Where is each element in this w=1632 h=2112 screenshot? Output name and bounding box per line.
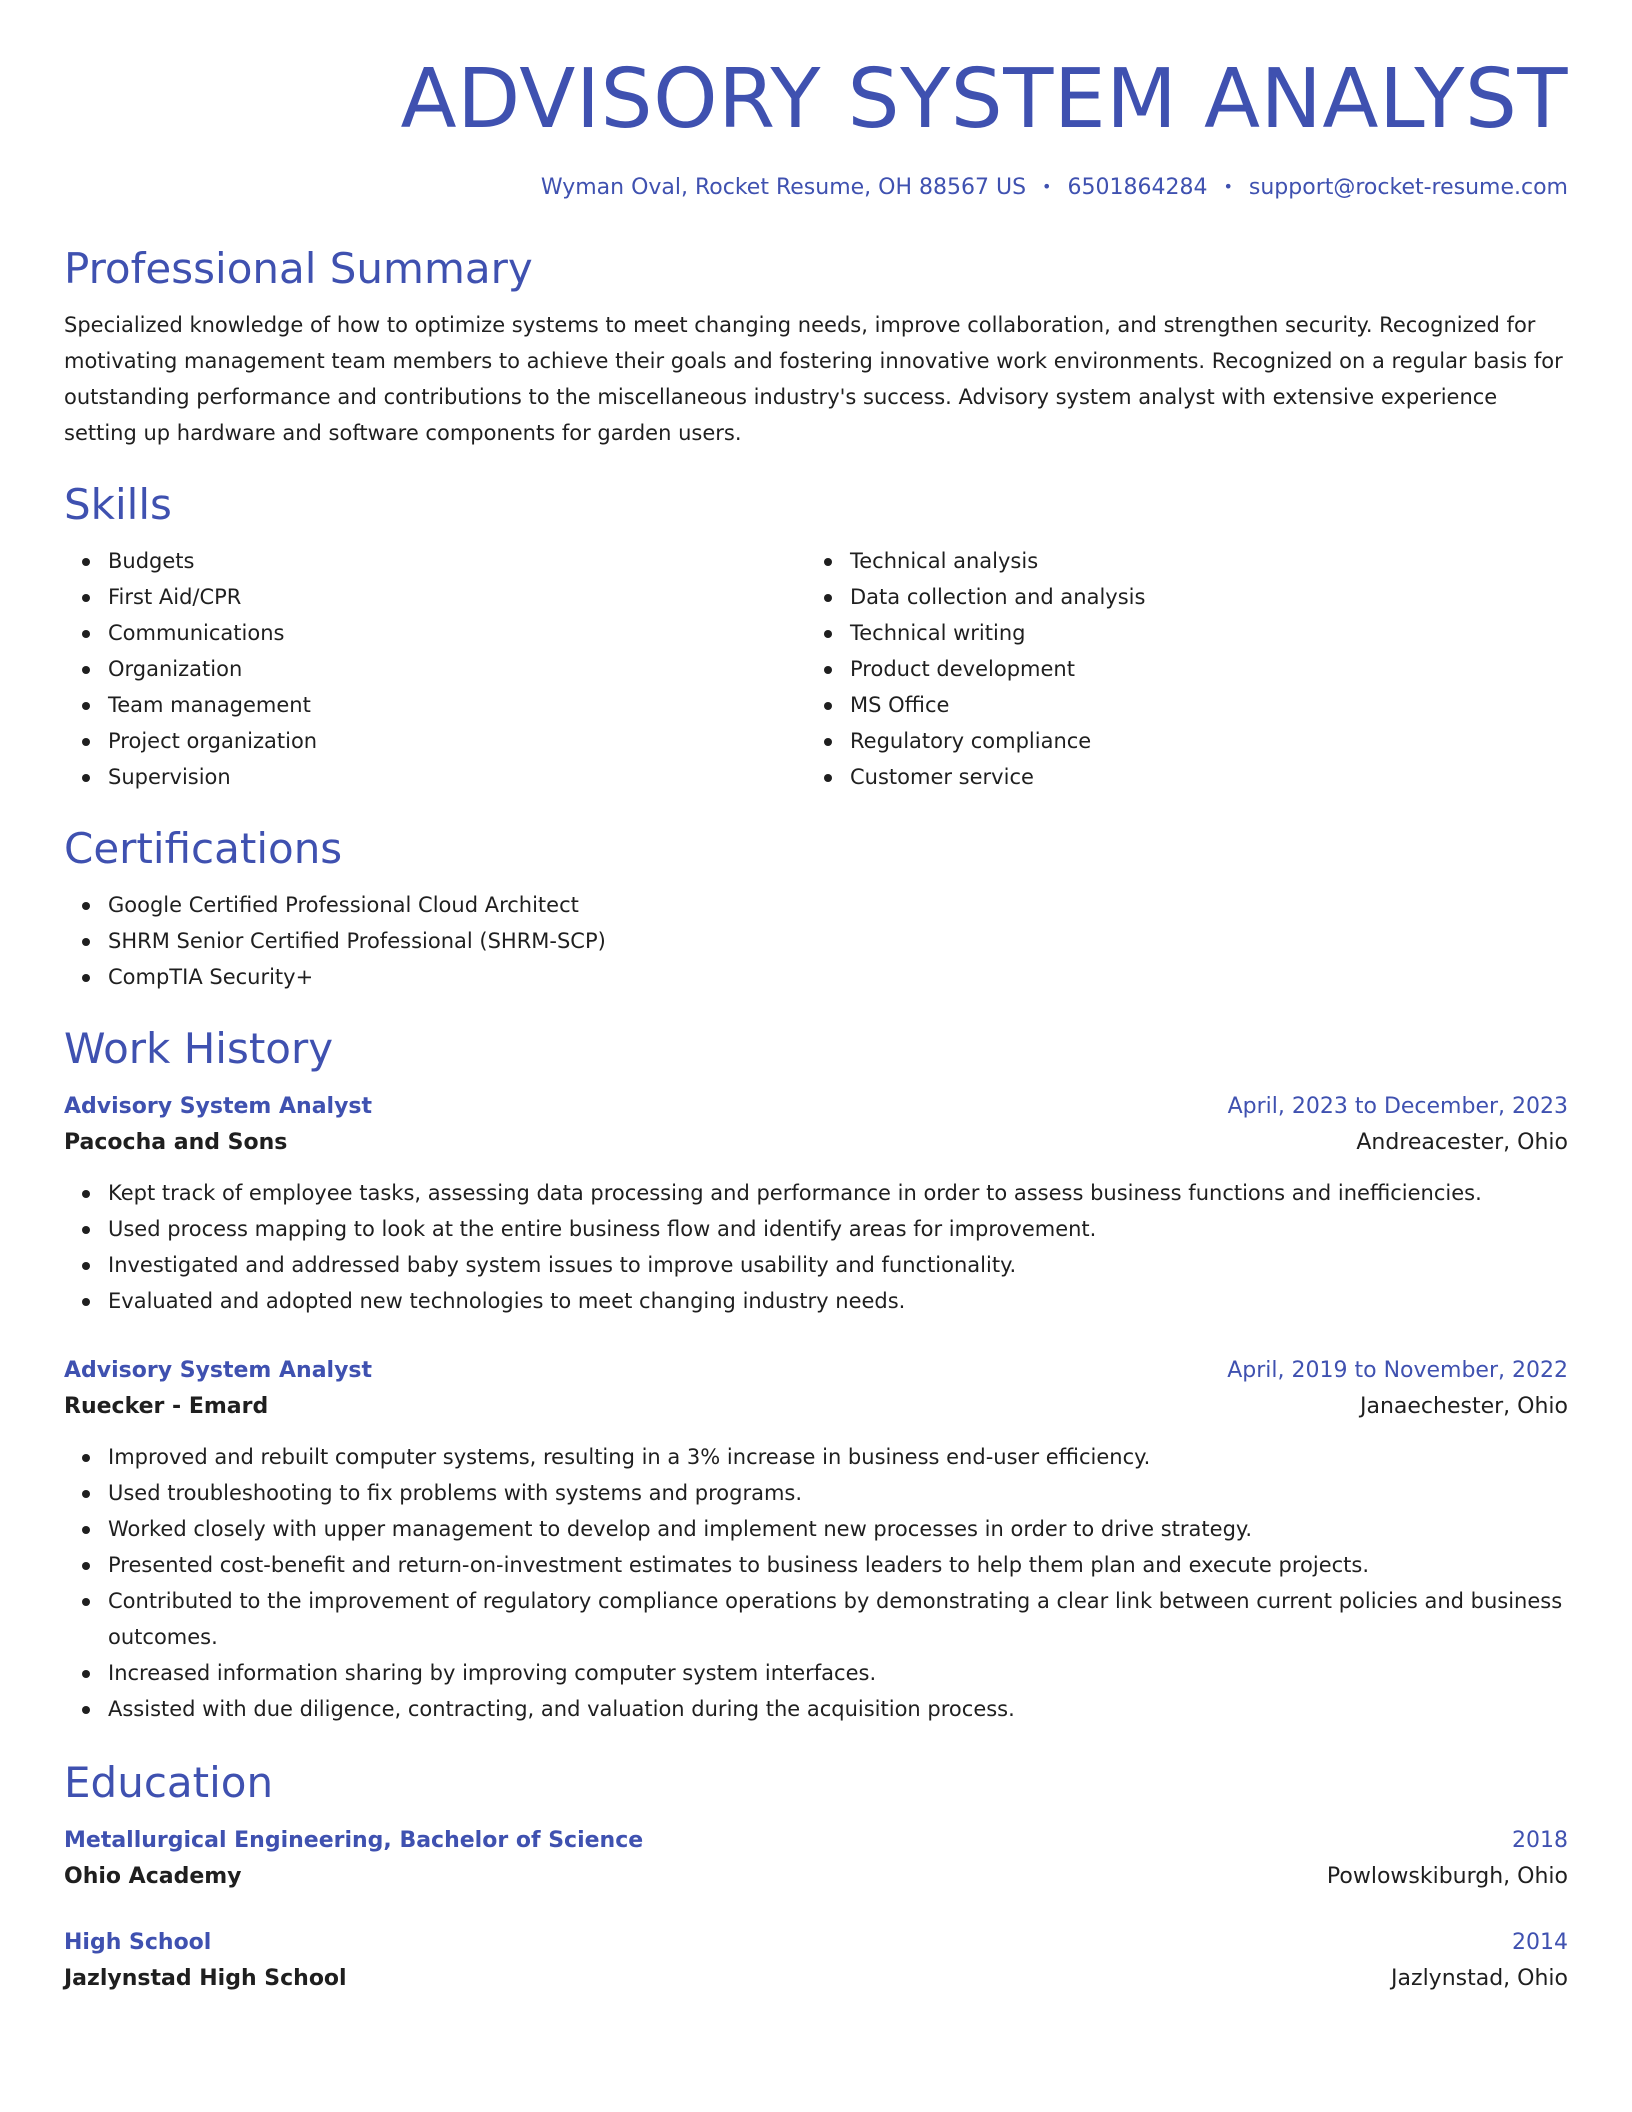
education-heading: Education (64, 1758, 274, 1807)
job-company: Ruecker - Emard (64, 1394, 269, 1419)
education-year: 2014 (1512, 1930, 1568, 1955)
education-entry (64, 1925, 1568, 1997)
skill-item: Organization (64, 651, 806, 687)
job-bullet: Investigated and addressed baby system issues to improve usability and functionality. (64, 1247, 1568, 1283)
job-entry (64, 1089, 1568, 1319)
skills-list-right (806, 543, 1548, 795)
skill-item: Data collection and analysis (806, 579, 1548, 615)
skills-columns (64, 543, 1568, 795)
education-year: 2018 (1512, 1828, 1568, 1853)
job-bullet: Used troubleshooting to fix problems with systems and programs. (64, 1475, 1568, 1511)
contact-address: Wyman Oval, Rocket Resume, OH 88567 US (540, 175, 1027, 200)
certification-item: CompTIA Security+ (64, 959, 1568, 995)
job-company-row (64, 1389, 1568, 1425)
skill-item: Product development (806, 651, 1548, 687)
education-school-row (64, 1859, 1568, 1895)
education-entry (64, 1823, 1568, 1895)
work-history-heading: Work History (64, 1024, 334, 1073)
education-school-row (64, 1961, 1568, 1997)
education-location: Powlowskiburgh, Ohio (1326, 1864, 1568, 1889)
job-title-row (64, 1353, 1568, 1389)
resume-page (64, 52, 1568, 1997)
job-bullet: Evaluated and adopted new technologies to meet changing industry needs. (64, 1283, 1568, 1319)
skill-item: Technical analysis (806, 543, 1548, 579)
job-company: Pacocha and Sons (64, 1130, 288, 1155)
job-title: Advisory System Analyst (64, 1358, 373, 1383)
education-location: Jazlynstad, Ohio (1391, 1966, 1568, 1991)
job-bullet: Improved and rebuilt computer systems, resulting in a 3% increase in business end-user efficiency. (64, 1439, 1568, 1475)
skill-item: First Aid/CPR (64, 579, 806, 615)
skills-column-left (64, 543, 806, 795)
job-bullets (64, 1175, 1568, 1319)
summary-text: Specialized knowledge of how to optimize systems to meet changing needs, improve collaboration, and strengthen security. Recognized for motivating management team members to achieve their goals and fostering innovative work environments. Recognized on a regular basis for outstanding performance and contributions to the miscellaneous industry's success. Advisory system analyst with extensive experience setting up hardware and software components for garden users. (64, 313, 1563, 445)
skills-heading: Skills (64, 480, 172, 529)
job-bullet: Assisted with due diligence, contracting, and valuation during the acquisition process. (64, 1691, 1568, 1727)
job-bullets (64, 1439, 1568, 1727)
education-degree: Metallurgical Engineering, Bachelor of Science (64, 1828, 644, 1853)
job-title-row (64, 1089, 1568, 1125)
education-degree-row (64, 1823, 1568, 1859)
contact-email[interactable]: support@rocket-resume.com (1248, 175, 1568, 200)
skills-column-right (806, 543, 1548, 795)
job-bullet: Worked closely with upper management to develop and implement new processes in order to drive strategy. (64, 1511, 1568, 1547)
education-school: Jazlynstad High School (64, 1966, 347, 1991)
job-location: Janaechester, Ohio (1360, 1394, 1568, 1419)
skill-item: Regulatory compliance (806, 723, 1548, 759)
certifications-heading: Certifications (64, 824, 343, 873)
resume-name: ADVISORY SYSTEM ANALYST (400, 52, 1568, 147)
job-dates: April, 2023 to December, 2023 (1227, 1094, 1568, 1119)
job-location: Andreacester, Ohio (1356, 1130, 1568, 1155)
certification-item: Google Certified Professional Cloud Architect (64, 887, 1568, 923)
contact-line (64, 172, 1568, 203)
skill-item: Customer service (806, 759, 1548, 795)
skill-item: Supervision (64, 759, 806, 795)
skill-item: Team management (64, 687, 806, 723)
certification-item: SHRM Senior Certified Professional (SHRM-SCP) (64, 923, 1568, 959)
job-bullet: Used process mapping to look at the entire business flow and identify areas for improvement. (64, 1211, 1568, 1247)
job-dates: April, 2019 to November, 2022 (1227, 1358, 1568, 1383)
skill-item: Technical writing (806, 615, 1548, 651)
education-degree: High School (64, 1930, 212, 1955)
job-bullet: Contributed to the improvement of regulatory compliance operations by demonstrating a clear link between current policies and business outcomes. (64, 1583, 1568, 1655)
skill-item: Project organization (64, 723, 806, 759)
certifications-list (64, 887, 1568, 995)
skill-item: Budgets (64, 543, 806, 579)
summary-heading: Professional Summary (64, 244, 533, 293)
contact-separator: • (1042, 177, 1052, 196)
education-degree-row (64, 1925, 1568, 1961)
education-school: Ohio Academy (64, 1864, 242, 1889)
job-company-row (64, 1125, 1568, 1161)
job-title: Advisory System Analyst (64, 1094, 373, 1119)
job-entry (64, 1353, 1568, 1727)
skill-item: MS Office (806, 687, 1548, 723)
skill-item: Communications (64, 615, 806, 651)
contact-separator: • (1223, 177, 1233, 196)
skills-list-left (64, 543, 806, 795)
job-bullet: Kept track of employee tasks, assessing data processing and performance in order to assess business functions and inefficiencies. (64, 1175, 1568, 1211)
contact-phone: 6501864284 (1067, 175, 1208, 200)
job-bullet: Presented cost-benefit and return-on-investment estimates to business leaders to help them plan and execute projects. (64, 1547, 1568, 1583)
job-bullet: Increased information sharing by improving computer system interfaces. (64, 1655, 1568, 1691)
